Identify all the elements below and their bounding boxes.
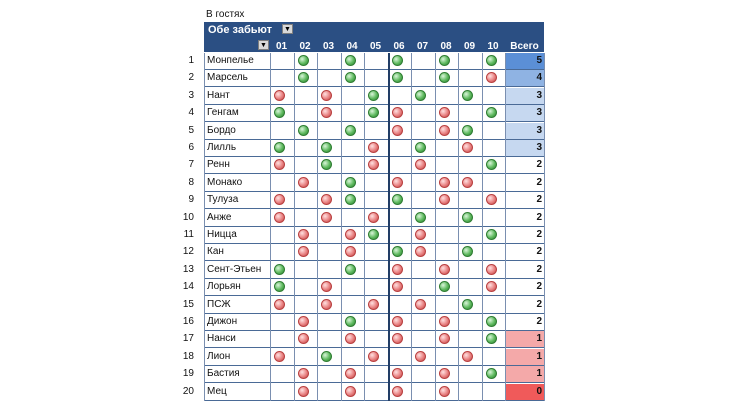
row-rank: 5	[188, 124, 194, 136]
team-name: Лион	[207, 350, 231, 362]
column-header: 04	[346, 41, 358, 52]
column-header: 06	[393, 41, 405, 52]
red-circle-icon	[274, 299, 285, 310]
green-circle-icon	[462, 212, 473, 223]
green-circle-icon	[486, 333, 497, 344]
red-circle-icon	[439, 333, 450, 344]
team-name: Бастия	[207, 368, 240, 380]
total-cell: 3	[505, 123, 544, 139]
team-name: Марсель	[207, 72, 248, 84]
red-circle-icon	[392, 125, 403, 136]
red-circle-icon	[462, 142, 473, 153]
green-circle-icon	[368, 107, 379, 118]
red-circle-icon	[439, 194, 450, 205]
grid-line	[505, 53, 506, 401]
red-circle-icon	[439, 386, 450, 397]
table-row	[182, 314, 544, 331]
green-circle-icon	[462, 125, 473, 136]
red-circle-icon	[321, 299, 332, 310]
row-rank: 8	[188, 176, 194, 188]
grid-line	[411, 53, 412, 401]
red-circle-icon	[439, 264, 450, 275]
red-circle-icon	[462, 177, 473, 188]
grid-line	[544, 53, 545, 401]
column-header: 09	[463, 41, 476, 52]
results-grid	[182, 53, 544, 401]
row-rank: 3	[188, 89, 194, 101]
green-circle-icon	[368, 90, 379, 101]
red-circle-icon	[321, 107, 332, 118]
total-header: Всего	[510, 41, 539, 52]
dropdown-arrow-icon[interactable]: ▼	[282, 24, 293, 34]
row-rank: 12	[182, 246, 194, 258]
column-header: 10	[487, 41, 499, 52]
grid-line	[204, 53, 205, 401]
red-circle-icon	[345, 229, 356, 240]
row-rank: 6	[188, 142, 194, 153]
row-rank: 14	[182, 281, 194, 293]
green-circle-icon	[486, 316, 497, 327]
column-header: 01	[275, 41, 288, 52]
table-row	[183, 227, 544, 244]
red-circle-icon	[462, 351, 473, 362]
red-circle-icon	[274, 90, 285, 101]
red-circle-icon	[274, 351, 285, 362]
grid-line	[317, 53, 318, 401]
team-name: Монако	[207, 176, 243, 188]
table-row	[188, 140, 544, 157]
red-circle-icon	[486, 194, 497, 205]
table-row	[182, 297, 544, 314]
green-circle-icon	[321, 159, 332, 170]
red-circle-icon	[345, 386, 356, 397]
green-circle-icon	[274, 142, 285, 153]
red-circle-icon	[298, 316, 309, 327]
row-rank: 11	[183, 229, 194, 240]
total-cell: 2	[505, 314, 544, 330]
table-row	[188, 88, 544, 105]
row-rank: 7	[188, 159, 194, 171]
red-circle-icon	[486, 281, 497, 292]
grid-line	[482, 53, 483, 401]
red-circle-icon	[439, 316, 450, 327]
team-name: Анже	[207, 211, 232, 223]
team-name: Генгам	[207, 107, 239, 119]
green-circle-icon	[462, 90, 473, 101]
red-circle-icon	[415, 299, 426, 310]
row-rank: 19	[182, 368, 194, 380]
red-circle-icon	[345, 246, 356, 257]
team-name: Тулуза	[207, 194, 239, 206]
total-cell: 2	[505, 244, 544, 260]
total-cell: 3	[505, 105, 544, 121]
team-name: Сент-Этьен	[207, 263, 262, 275]
green-circle-icon	[368, 229, 379, 240]
green-circle-icon	[439, 281, 450, 292]
green-circle-icon	[345, 125, 356, 136]
green-circle-icon	[439, 72, 450, 83]
total-cell: 1	[505, 331, 544, 347]
green-circle-icon	[486, 107, 497, 118]
red-circle-icon	[392, 386, 403, 397]
table-row	[188, 70, 544, 87]
red-circle-icon	[392, 281, 403, 292]
row-rank: 2	[188, 72, 194, 84]
red-circle-icon	[368, 159, 379, 170]
green-circle-icon	[321, 351, 332, 362]
green-circle-icon	[345, 316, 356, 327]
team-name: ПСЖ	[207, 298, 231, 310]
row-rank: 1	[188, 55, 194, 66]
total-cell: 2	[505, 297, 544, 313]
table-row	[182, 279, 544, 296]
sheet-caption: В гостях	[206, 9, 245, 20]
green-circle-icon	[486, 55, 497, 66]
green-circle-icon	[392, 194, 403, 205]
total-cell: 2	[505, 279, 544, 295]
table-row	[182, 366, 544, 383]
grid-line	[294, 53, 295, 401]
green-circle-icon	[274, 281, 285, 292]
table-row	[182, 349, 544, 366]
green-circle-icon	[345, 264, 356, 275]
red-circle-icon	[439, 125, 450, 136]
column-header: 07	[416, 41, 429, 52]
row-rank: 15	[182, 298, 194, 310]
total-cell: 3	[505, 140, 544, 156]
red-circle-icon	[298, 368, 309, 379]
red-circle-icon	[368, 142, 379, 153]
green-circle-icon	[274, 264, 285, 275]
green-circle-icon	[392, 55, 403, 66]
red-circle-icon	[274, 194, 285, 205]
team-name: Бордо	[207, 124, 236, 136]
red-circle-icon	[298, 177, 309, 188]
table-row	[188, 192, 544, 209]
total-cell: 0	[505, 384, 544, 400]
dropdown-arrow-icon[interactable]: ▼	[258, 40, 269, 50]
team-name: Лорьян	[207, 281, 241, 293]
table-row	[182, 384, 544, 401]
red-circle-icon	[274, 212, 285, 223]
table-row	[188, 123, 544, 140]
red-circle-icon	[439, 107, 450, 118]
table-row	[182, 262, 544, 279]
column-header: 02	[299, 41, 311, 52]
total-cell: 3	[505, 88, 544, 104]
red-circle-icon	[298, 333, 309, 344]
total-cell: 2	[505, 262, 544, 278]
team-name: Ренн	[207, 159, 230, 171]
row-rank: 16	[182, 316, 194, 327]
filter-label: Обе забьют	[208, 24, 273, 36]
row-rank: 13	[182, 263, 194, 275]
row-rank: 20	[182, 385, 194, 397]
row-rank: 17	[182, 333, 194, 345]
table-row	[188, 105, 544, 122]
red-circle-icon	[345, 333, 356, 344]
red-circle-icon	[415, 246, 426, 257]
team-name: Дижон	[207, 316, 238, 327]
green-circle-icon	[345, 177, 356, 188]
total-cell: 2	[505, 210, 544, 226]
total-cell: 1	[505, 349, 544, 365]
row-rank: 18	[182, 350, 194, 362]
grid-line	[435, 53, 436, 401]
team-name: Нанси	[207, 333, 236, 345]
green-circle-icon	[345, 72, 356, 83]
total-cell: 2	[505, 157, 544, 173]
red-circle-icon	[392, 333, 403, 344]
green-circle-icon	[415, 212, 426, 223]
red-circle-icon	[415, 159, 426, 170]
red-circle-icon	[274, 159, 285, 170]
red-circle-icon	[415, 229, 426, 240]
green-circle-icon	[439, 55, 450, 66]
table-row	[188, 157, 544, 174]
green-circle-icon	[415, 142, 426, 153]
total-cell: 2	[505, 175, 544, 191]
total-cell: 1	[505, 366, 544, 382]
green-circle-icon	[321, 142, 332, 153]
red-circle-icon	[392, 264, 403, 275]
table-row	[182, 210, 544, 227]
team-name: Нант	[207, 89, 230, 101]
team-name: Кан	[207, 246, 224, 258]
total-cell: 4	[505, 70, 544, 86]
red-circle-icon	[321, 194, 332, 205]
table-row	[182, 331, 544, 348]
grid-line	[458, 53, 459, 401]
row-rank: 10	[182, 211, 194, 223]
red-circle-icon	[486, 264, 497, 275]
total-cell: 2	[505, 227, 544, 243]
red-circle-icon	[298, 386, 309, 397]
green-circle-icon	[462, 246, 473, 257]
grid-line	[364, 53, 365, 401]
team-name: Ницца	[207, 229, 237, 240]
grid-line	[270, 53, 271, 401]
red-circle-icon	[298, 229, 309, 240]
red-circle-icon	[368, 212, 379, 223]
table-row	[188, 175, 544, 192]
red-circle-icon	[321, 212, 332, 223]
column-header: 08	[440, 41, 452, 52]
red-circle-icon	[368, 299, 379, 310]
team-name: Мец	[207, 385, 227, 397]
red-circle-icon	[321, 281, 332, 292]
team-name: Монпелье	[207, 55, 254, 66]
team-name: Лилль	[207, 142, 237, 153]
red-circle-icon	[368, 351, 379, 362]
row-rank: 4	[188, 107, 194, 119]
green-circle-icon	[298, 125, 309, 136]
green-circle-icon	[274, 107, 285, 118]
grid-line	[388, 53, 390, 401]
red-circle-icon	[345, 368, 356, 379]
grid-line	[341, 53, 342, 401]
red-circle-icon	[392, 316, 403, 327]
green-circle-icon	[345, 55, 356, 66]
table-row	[188, 53, 544, 70]
row-rank: 9	[188, 194, 194, 206]
red-circle-icon	[439, 368, 450, 379]
red-circle-icon	[298, 246, 309, 257]
red-circle-icon	[439, 177, 450, 188]
green-circle-icon	[486, 159, 497, 170]
column-header: 03	[322, 41, 335, 52]
total-cell: 5	[505, 53, 544, 69]
green-circle-icon	[298, 72, 309, 83]
green-circle-icon	[392, 246, 403, 257]
green-circle-icon	[486, 368, 497, 379]
total-cell: 2	[505, 192, 544, 208]
table-row	[182, 244, 544, 261]
green-circle-icon	[415, 90, 426, 101]
green-circle-icon	[345, 194, 356, 205]
red-circle-icon	[486, 72, 497, 83]
red-circle-icon	[392, 368, 403, 379]
red-circle-icon	[392, 177, 403, 188]
column-header: 05	[369, 41, 382, 52]
green-circle-icon	[298, 55, 309, 66]
red-circle-icon	[392, 107, 403, 118]
red-circle-icon	[321, 90, 332, 101]
green-circle-icon	[486, 229, 497, 240]
green-circle-icon	[462, 299, 473, 310]
green-circle-icon	[392, 72, 403, 83]
red-circle-icon	[415, 351, 426, 362]
